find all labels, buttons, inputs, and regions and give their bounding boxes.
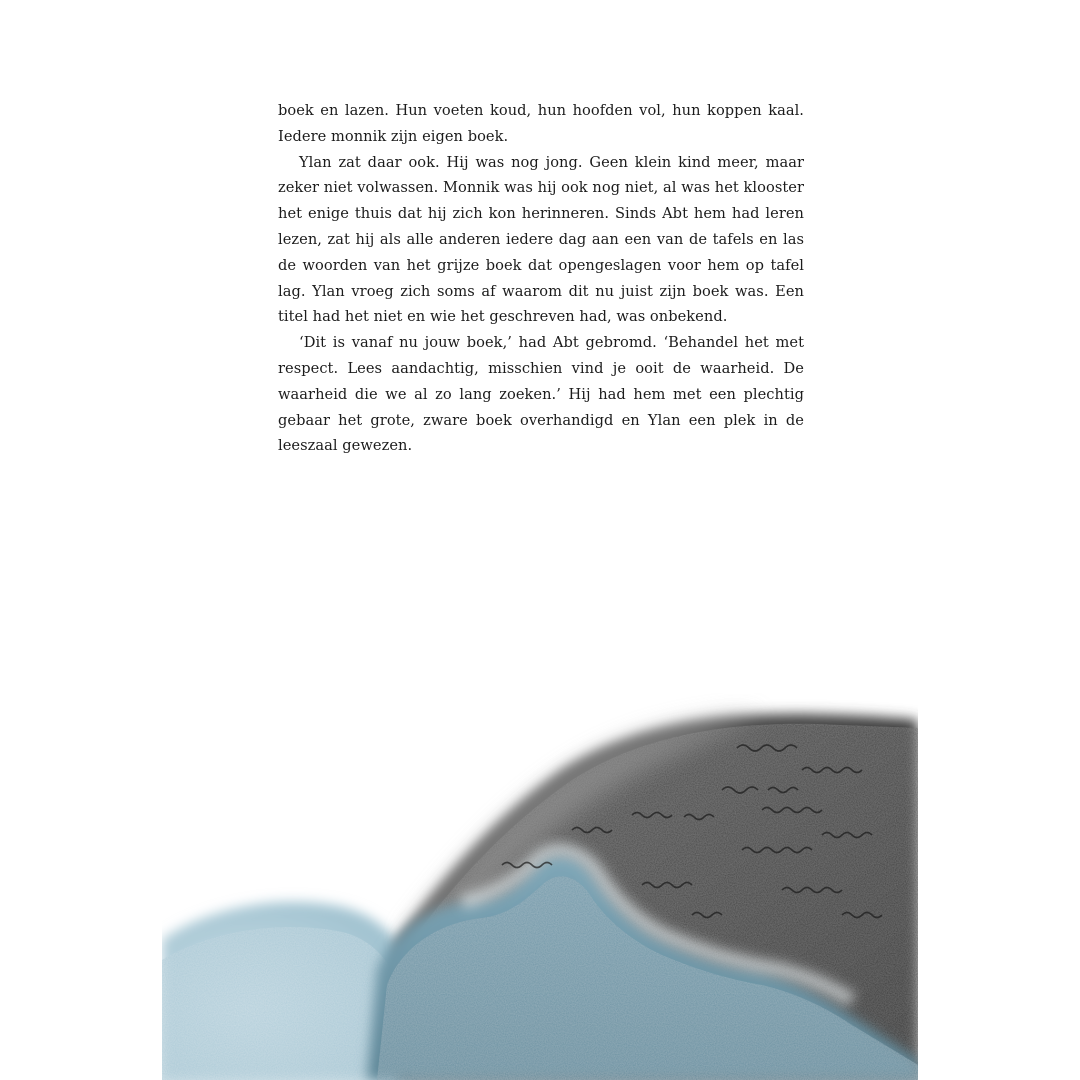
paragraph-1: boek en lazen. Hun voeten koud, hun hoofden vol, hun koppen kaal. Iedere monnik zijn eigen boek. [278, 102, 804, 145]
hill-illustration-image [162, 640, 918, 1080]
paragraph-3: ‘Dit is vanaf nu jouw boek,’ had Abt gebromd. ‘Behandel het met respect. Lees aandachtig, misschien vind je ooit de waarheid. De waarheid die we al zo lang zoeken.’ Hij had hem met een plechtig gebaar het grote, zware boek overhandigd en Ylan een plek in de leeszaal gewezen. [278, 334, 804, 455]
body-text [278, 98, 804, 459]
watercolor-illustration [162, 640, 918, 1080]
paragraph-2: Ylan zat daar ook. Hij was nog jong. Geen klein kind meer, maar zeker niet volwassen. Monnik was hij ook nog niet, al was het klooster het enige thuis dat hij zich kon herinneren. Sinds Abt hem had leren lezen, zat hij als alle anderen iedere dag aan een van de tafels en las de woorden van het grijze boek dat opengeslagen voor hem op tafel lag. Ylan vroeg zich soms af waarom dit nu juist zijn boek was. Een titel had het niet en wie het geschreven had, was onbekend. [278, 153, 804, 326]
book-page [162, 0, 918, 1080]
